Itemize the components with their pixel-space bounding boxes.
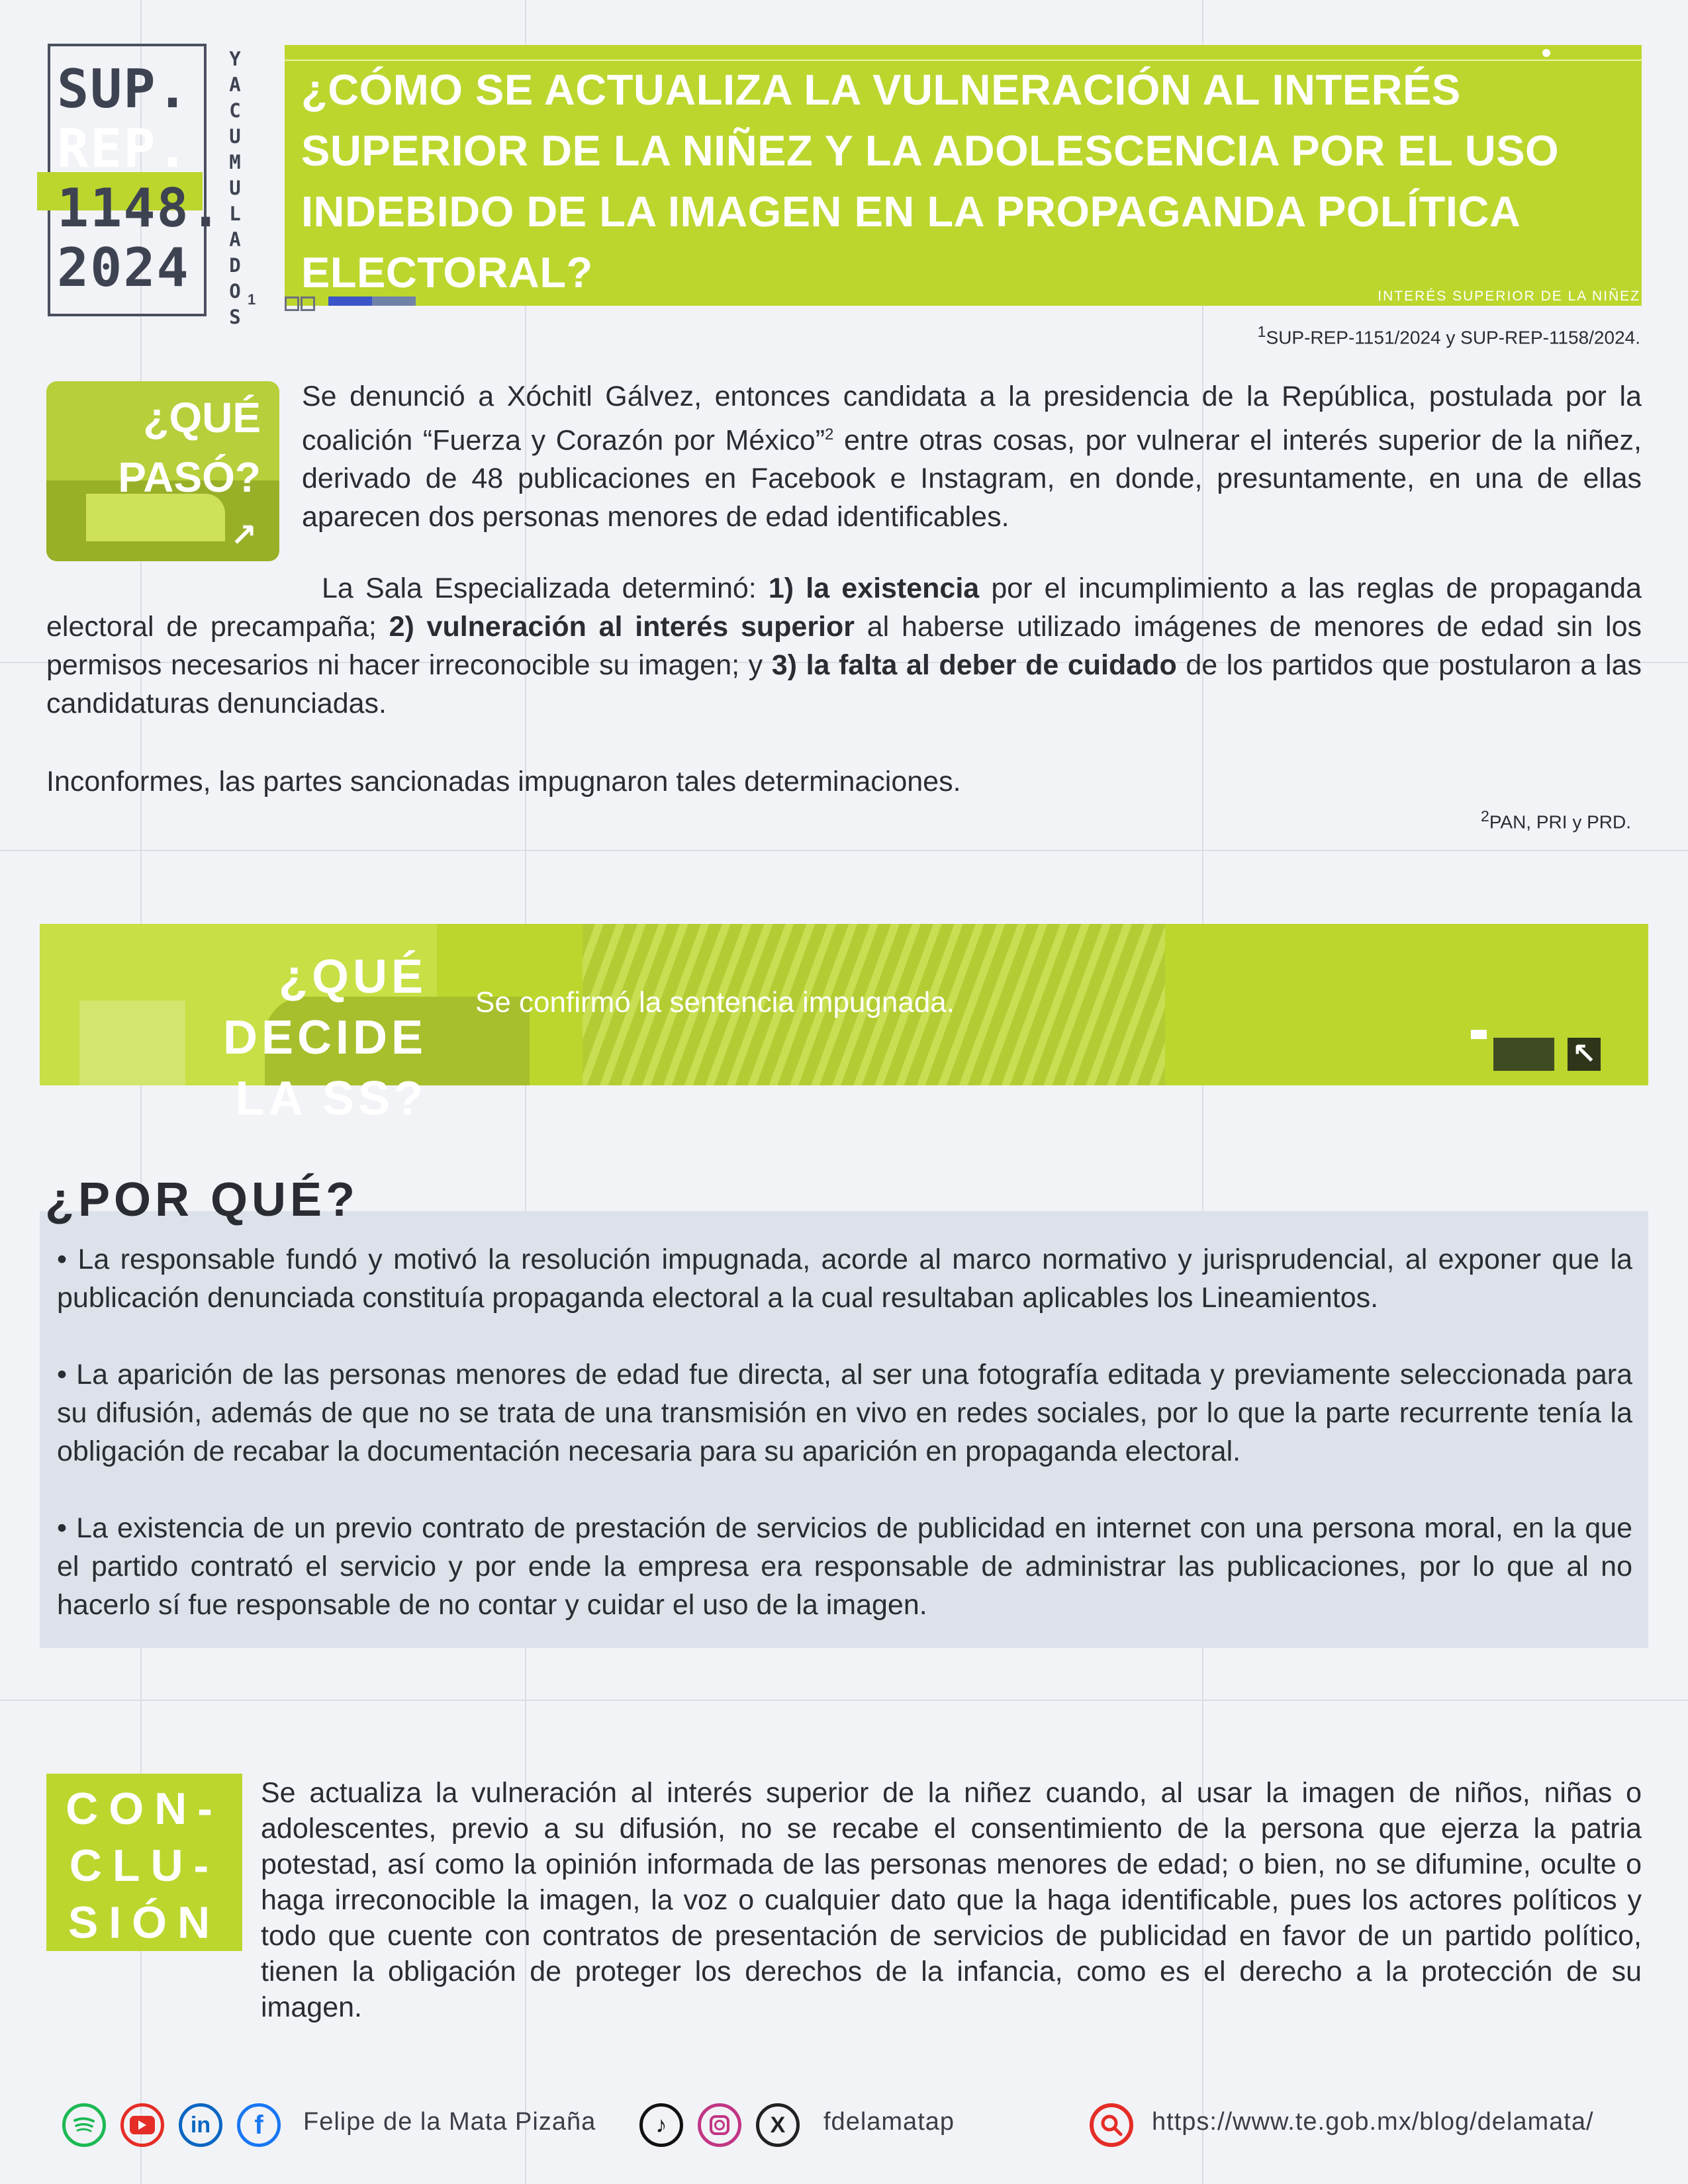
youtube-icon[interactable] bbox=[120, 2103, 164, 2147]
arrow-expand-icon: ↖ bbox=[1568, 1038, 1601, 1071]
que-paso-label: ¿QUÉ PASÓ? bbox=[118, 394, 261, 501]
spotify-icon[interactable] bbox=[62, 2103, 106, 2147]
arrow-icon: ↗ bbox=[230, 518, 258, 553]
conclusion-text: Se actualiza la vulneración al interés superior de la niñez cuando, al usar la imagen de niños, niñas o adolescentes, previo a su difusión, no se recabe el consentimiento de la persona que ejerza la patria potestad, así como la opinión informada de las personas menores de edad; o bien, no se difumine, oculte o haga irreconocible la imagen, la voz o cualquier dato que la haga identificable, pues los actores políticos y todo que cuente con contratos de presentación de servicios de publicidad en favor de un partido político, tienen la obligación de proteger los derechos de la infancia, como es el derecho a la protección de su imagen. bbox=[261, 1777, 1642, 2023]
por-que-title: ¿POR QUÉ? bbox=[45, 1173, 359, 1226]
deco-dark-block bbox=[1493, 1038, 1554, 1071]
search-icon[interactable] bbox=[1090, 2103, 1133, 2147]
case-line-3: 1148. bbox=[57, 177, 223, 239]
conclusion-label: CON- CLU- SIÓN bbox=[66, 1784, 223, 1948]
case-line-2: REP. bbox=[57, 118, 190, 179]
deco-bar-grey bbox=[372, 296, 416, 306]
linkedin-icon[interactable]: in bbox=[179, 2103, 222, 2147]
por-que-bullet-2: • La aparición de las personas menores de edad fue directa, al ser una fotografía editada y previamente seleccionada para su difusión, además de que no se trata de una transmisión en vivo en redes sociales, por lo que la parte recurrente tenía la obligación de recabar la documentación necesaria para su aparición en propaganda electoral. bbox=[57, 1359, 1632, 1467]
deco-bar-blue bbox=[328, 296, 372, 306]
case-number-box bbox=[48, 44, 223, 316]
instagram-icon[interactable] bbox=[698, 2103, 741, 2147]
por-que-bullet-3: • La existencia de un previo contrato de prestación de servicios de publicidad en internet con una persona moral, en la que el partido contrató el servicio y por ende la empresa era responsable de administrar las publicaciones, por lo que al no hacerlo sí fue responsable de no contar y cuidar el uso de la imagen. bbox=[57, 1512, 1632, 1621]
social-handle: fdelamatap bbox=[823, 2108, 955, 2136]
blog-url[interactable]: https://www.te.gob.mx/blog/delamata/ bbox=[1152, 2108, 1594, 2136]
page-title: ¿CÓMO SE ACTUALIZA LA VULNERACIÓN AL INTERÉS SUPERIOR DE LA NIÑEZ Y LA ADOLESCENCIA POR EL USO INDEBIDO DE LA IMAGEN EN LA PROPAGANDA POLÍTICA ELECTORAL? bbox=[301, 66, 1560, 296]
deco-white-block bbox=[1471, 1030, 1487, 1039]
acumulados-vertical: Y A C U M U L A D O S bbox=[229, 48, 241, 328]
deco-square-1 bbox=[285, 296, 299, 311]
x-icon[interactable]: X bbox=[756, 2103, 800, 2147]
que-paso-paragraph-2: La Sala Especializada determinó: 1) la existencia por el incumplimiento a las reglas de propaganda electoral de precampaña; 2) vulneración al interés superior al haberse utilizado imágenes de menores de edad sin los permisos necesarios ni hacer irreconocible su imagen; y 3) la falta al deber de cuidado de los partidos que postularon a las candidaturas denunciadas. bbox=[46, 572, 1642, 719]
acumulados-footnote-mark: 1 bbox=[248, 291, 256, 308]
title-deco-dot bbox=[1542, 49, 1550, 57]
que-decide-label: ¿QUÉ DECIDE LA SS? bbox=[222, 950, 427, 1125]
author-name: Felipe de la Mata Pizaña bbox=[303, 2108, 596, 2136]
tiktok-icon[interactable]: ♪ bbox=[639, 2103, 683, 2147]
topic-tag: INTERÉS SUPERIOR DE LA NIÑEZ bbox=[1378, 289, 1640, 304]
que-paso-paragraph-3: Inconformes, las partes sancionadas impugnaron tales determinaciones. bbox=[46, 766, 961, 797]
deco-square-2 bbox=[301, 296, 315, 311]
que-decide-text: Se confirmó la sentencia impugnada. bbox=[475, 986, 955, 1019]
footnote-1: $^1$SUP-REP-1151/2024 y SUP-REP-1158/2024. bbox=[1257, 323, 1640, 348]
title-deco-line bbox=[285, 48, 1642, 61]
footnote-2: $^2$PAN, PRI y PRD. bbox=[1480, 807, 1631, 833]
case-line-4: 2024 bbox=[57, 237, 190, 298]
que-paso-paragraph-1: Se denunció a Xóchitl Gálvez, entonces candidata a la presidencia de la República, postulada por la coalición “Fuerza y Corazón por México”$^2$ entre otras cosas, por vulnerar el interés superior de la niñez, derivado de 48 publicaciones en Facebook e Instagram, en donde, presuntamente, en una de ellas aparecen dos personas menores de edad identificables. bbox=[302, 381, 1642, 533]
facebook-icon[interactable]: f bbox=[237, 2103, 281, 2147]
por-que-bullet-1: • La responsable fundó y motivó la resolución impugnada, acorde al marco normativo y jurisprudencial, al exponer que la publicación denunciada constituía propaganda electoral a la cual resultaban aplicables los Lineamientos. bbox=[57, 1244, 1632, 1314]
case-line-1: SUP. bbox=[57, 58, 190, 120]
